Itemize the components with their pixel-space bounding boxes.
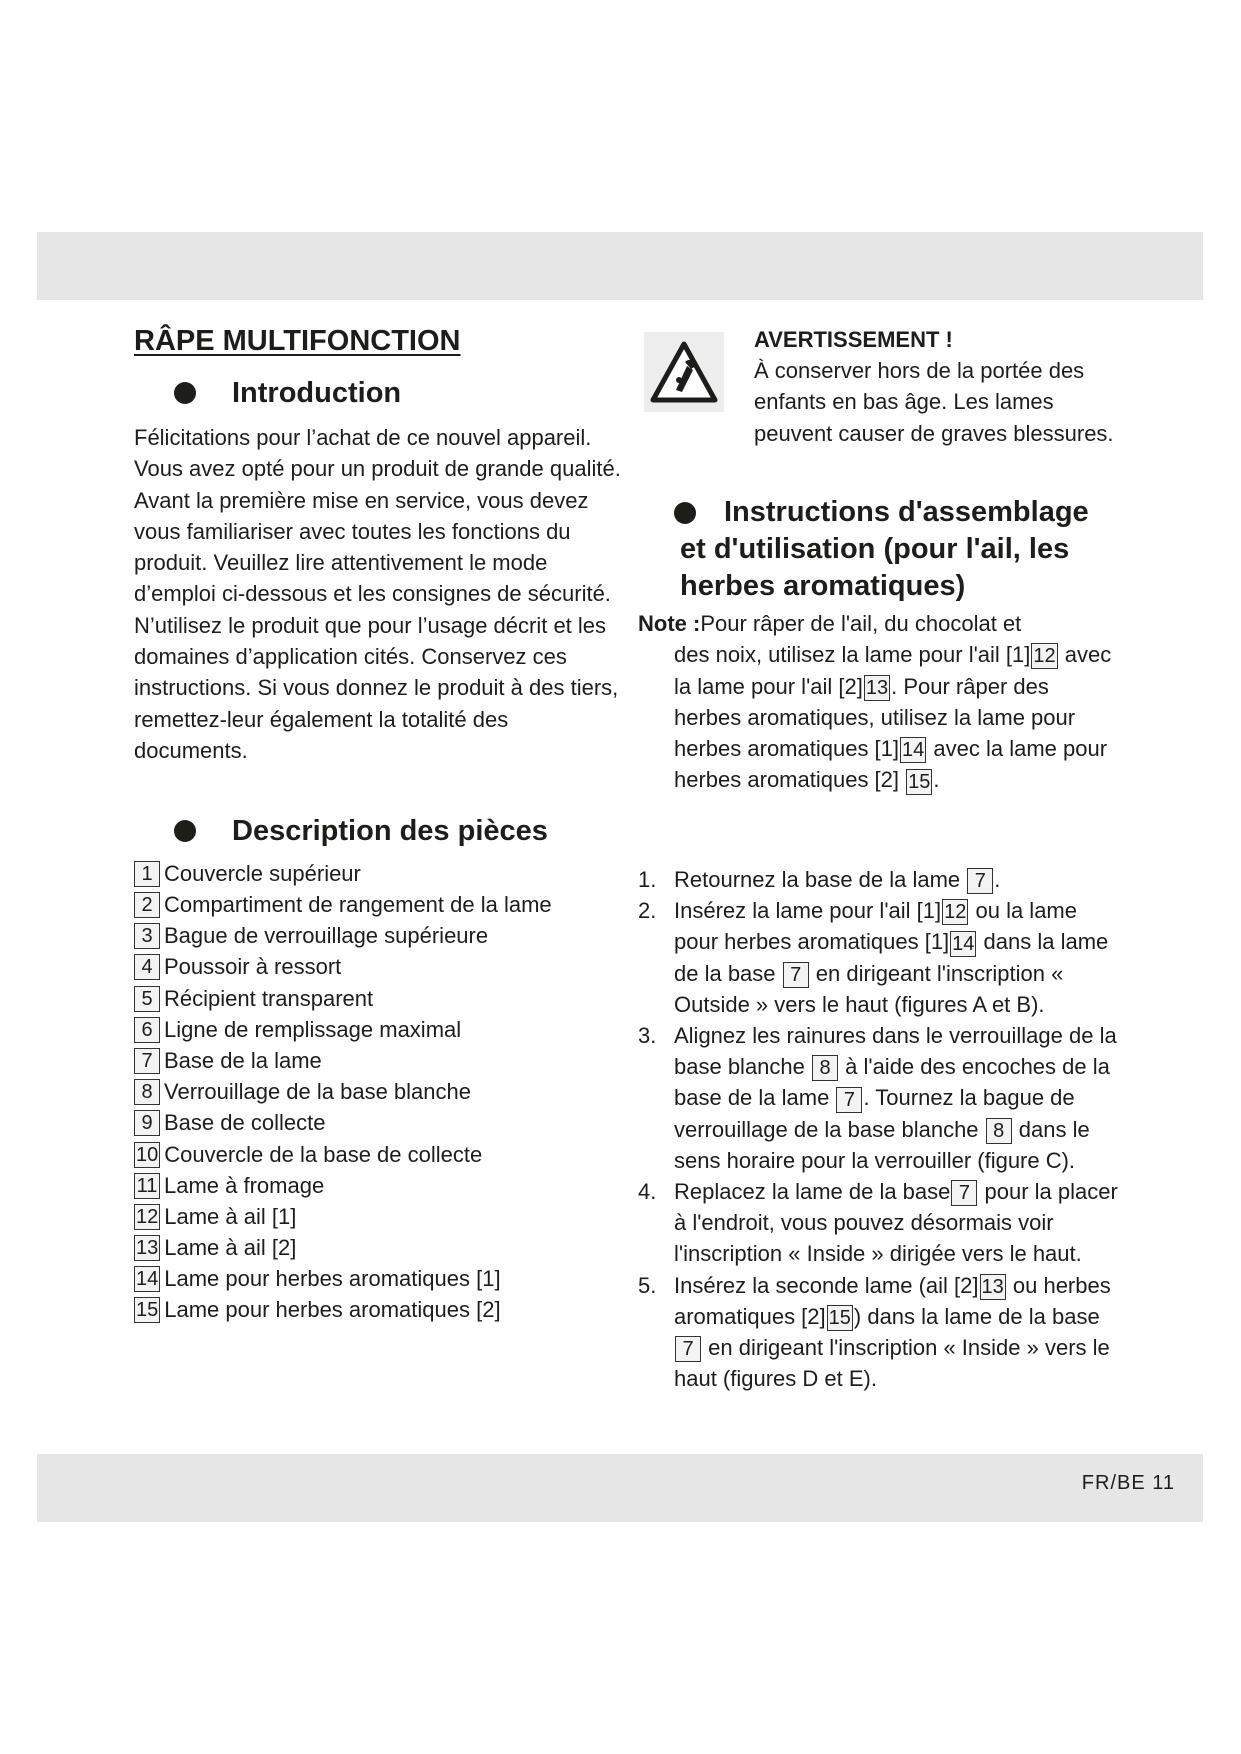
introduction-section-heading (174, 374, 624, 412)
bullet-icon (174, 820, 196, 842)
note-text: avec la lame pour l'ail [2] (674, 642, 1112, 699)
part-number: 5 (134, 986, 160, 1012)
part-number: 8 (134, 1079, 160, 1105)
part-ref: 15 (908, 770, 931, 793)
step-text: Retournez la base de la lame (674, 867, 961, 892)
step-text: Insérez la lame pour l'ail [1] (674, 898, 942, 924)
list-item (638, 895, 1118, 1020)
part-ref: 7 (951, 1180, 977, 1206)
part-ref: 13 (865, 676, 889, 699)
step-text: pour la placer à l'endroit, vous pouvez désormais voir l'inscription « Inside » dirigée vers le haut. (674, 1179, 1118, 1267)
part-ref: 8 (812, 1055, 838, 1081)
page-title: RÂPE MULTIFONCTION (134, 325, 461, 357)
list-item (134, 983, 624, 1014)
part-number: 15 (136, 1299, 159, 1322)
list-item (134, 858, 624, 889)
step-number: 1. (638, 867, 657, 892)
warning-text: À conserver hors de la portée des enfants en bas âge. Les lames peuvent causer de graves blessures. (754, 358, 1114, 446)
note-body: des noix, utilisez la lame pour l'ail [1] 12 avec la lame pour l'ail [2] 13 . Pour râper des herbes aromatiques, utilisez la lame pour herbes aromatiques [1] 14 avec la lame pour herbes aromatiques [2] 15 . (674, 642, 1112, 793)
part-label: Verrouillage de la base blanche (164, 1079, 472, 1105)
part-label: Couvercle de la base de collecte (164, 1141, 483, 1167)
part-ref: 12 (944, 901, 967, 924)
list-item (134, 1077, 624, 1108)
part-number: 9 (134, 1110, 160, 1136)
part-number: 14 (136, 1268, 159, 1291)
bullet-icon (674, 502, 696, 524)
part-label: Lame à ail [1] (164, 1203, 297, 1229)
part-number: 4 (134, 954, 160, 980)
step-text: à l'aide des encoches de la base de la lame (674, 1054, 1110, 1111)
footer-band (37, 1454, 1203, 1522)
part-label: Lame pour herbes aromatiques [1] (164, 1266, 501, 1292)
blade-warning-icon (644, 332, 724, 412)
part-label: Couvercle supérieur (164, 860, 361, 886)
list-item (134, 1295, 624, 1326)
part-ref: 7 (675, 1336, 701, 1362)
steps-list (638, 864, 1118, 1394)
part-ref: 7 (783, 962, 809, 988)
list-item (134, 1045, 624, 1076)
note-text: des noix, utilisez la lame pour l'ail [1] (674, 642, 1031, 668)
part-label: Base de la lame (164, 1047, 322, 1073)
assembly-section-heading (638, 494, 1118, 605)
warning-title: AVERTISSEMENT ! (754, 327, 953, 352)
step-text: Insérez la seconde lame (ail [2] (674, 1272, 979, 1298)
page-number: FR/BE 11 (1081, 1472, 1175, 1494)
list-item (134, 1014, 624, 1045)
list-item (134, 1201, 624, 1232)
step-text: ou la lame pour herbes aromatiques [1] (674, 898, 1077, 955)
part-ref: 7 (967, 868, 993, 894)
part-ref: 7 (836, 1087, 862, 1113)
step-text: dans la lame de la base (674, 929, 1109, 986)
part-label: Base de collecte (164, 1110, 326, 1136)
part-number: 10 (136, 1143, 159, 1166)
list-item (134, 1139, 624, 1170)
assembly-heading-line1: Instructions d'assemblage (724, 496, 1089, 528)
part-number: 3 (134, 923, 160, 949)
part-number: 12 (136, 1205, 159, 1228)
step-text: . Tournez la bague de verrouillage de la base blanche (674, 1085, 1075, 1142)
warning-block (754, 324, 1124, 449)
part-number: 11 (134, 1173, 160, 1199)
list-item (134, 1170, 624, 1201)
part-ref: 15 (828, 1307, 851, 1330)
part-label: Lame pour herbes aromatiques [2] (164, 1297, 501, 1323)
list-item (134, 889, 624, 920)
step-number: 2. (638, 898, 657, 924)
part-number: 6 (134, 1017, 160, 1043)
list-item (134, 921, 624, 952)
part-number: 13 (136, 1237, 159, 1260)
part-label: Compartiment de rangement de la lame (164, 892, 552, 918)
list-item (638, 1020, 1118, 1176)
part-label: Ligne de remplissage maximal (164, 1016, 462, 1042)
part-number: 1 (134, 861, 160, 887)
step-number: 5. (638, 1272, 657, 1298)
step-text: en dirigeant l'inscription « Inside » vers le haut (figures D et E). (674, 1335, 1110, 1392)
list-item (134, 1108, 624, 1139)
step-text: Alignez les rainures dans le verrouillage de la base blanche (674, 1023, 1117, 1080)
note-label: Note : (638, 611, 701, 636)
assembly-heading: et d'utilisation (pour l'ail, les herbes aromatiques) (680, 533, 1070, 602)
step-text: Replacez la lame de la base (674, 1179, 951, 1205)
note-text: Pour râper des herbes aromatiques, utilisez la lame pour herbes aromatiques [1] (674, 673, 1076, 762)
part-ref: 12 (1033, 645, 1056, 668)
step-text: ) dans la lame de la base (853, 1303, 1100, 1329)
part-ref: 8 (986, 1118, 1012, 1144)
part-label: Poussoir à ressort (164, 954, 342, 980)
introduction-text: Félicitations pour l’achat de ce nouvel appareil. Vous avez opté pour un produit de grande qualité. Avant la première mise en service, vous devez vous familiariser avec toutes les fonctions du produit. Veuillez lire attentivement le mode d’emploi ci-dessous et les consignes de sécurité. N’utilisez le produit que pour l’usage décrit et les domaines d’application cités. Conservez ces instructions. Si vous donnez le produit à des tiers, remettez-leur également la totalité des documents. (134, 425, 621, 763)
part-ref: 14 (952, 932, 975, 955)
parts-section-heading (174, 812, 624, 850)
left-column (134, 318, 624, 1326)
step-number: 3. (638, 1023, 657, 1049)
introduction-heading: Introduction (232, 377, 402, 409)
bullet-icon (174, 382, 196, 404)
parts-list (134, 858, 624, 1326)
step-text: . (994, 867, 1001, 892)
step-text: dans le sens horaire pour la verrouiller (figure C). (674, 1116, 1090, 1173)
part-label: Récipient transparent (164, 985, 374, 1011)
header-band (37, 232, 1203, 300)
part-number: 7 (134, 1048, 160, 1074)
parts-heading: Description des pièces (232, 815, 548, 848)
part-label: Lame à fromage (164, 1172, 325, 1198)
note-text: avec la lame pour herbes aromatiques [2] (674, 736, 1108, 793)
list-item (134, 1233, 624, 1264)
list-item (638, 1176, 1118, 1270)
part-ref: 13 (981, 1275, 1004, 1298)
list-item (638, 864, 1118, 895)
step-text: ou herbes aromatiques [2] (674, 1272, 1111, 1329)
part-label: Lame à ail [2] (164, 1235, 297, 1261)
step-number: 4. (638, 1179, 657, 1205)
list-item (134, 952, 624, 983)
step-text: en dirigeant l'inscription « Outside » vers le haut (figures A et B). (674, 960, 1064, 1017)
list-item (134, 1264, 624, 1295)
part-number: 2 (134, 892, 160, 918)
list-item (638, 1270, 1118, 1395)
part-label: Bague de verrouillage supérieure (164, 923, 489, 949)
part-ref: 14 (902, 739, 925, 762)
note-block (638, 608, 1118, 796)
note-line1: Pour râper de l'ail, du chocolat et (700, 611, 1022, 636)
